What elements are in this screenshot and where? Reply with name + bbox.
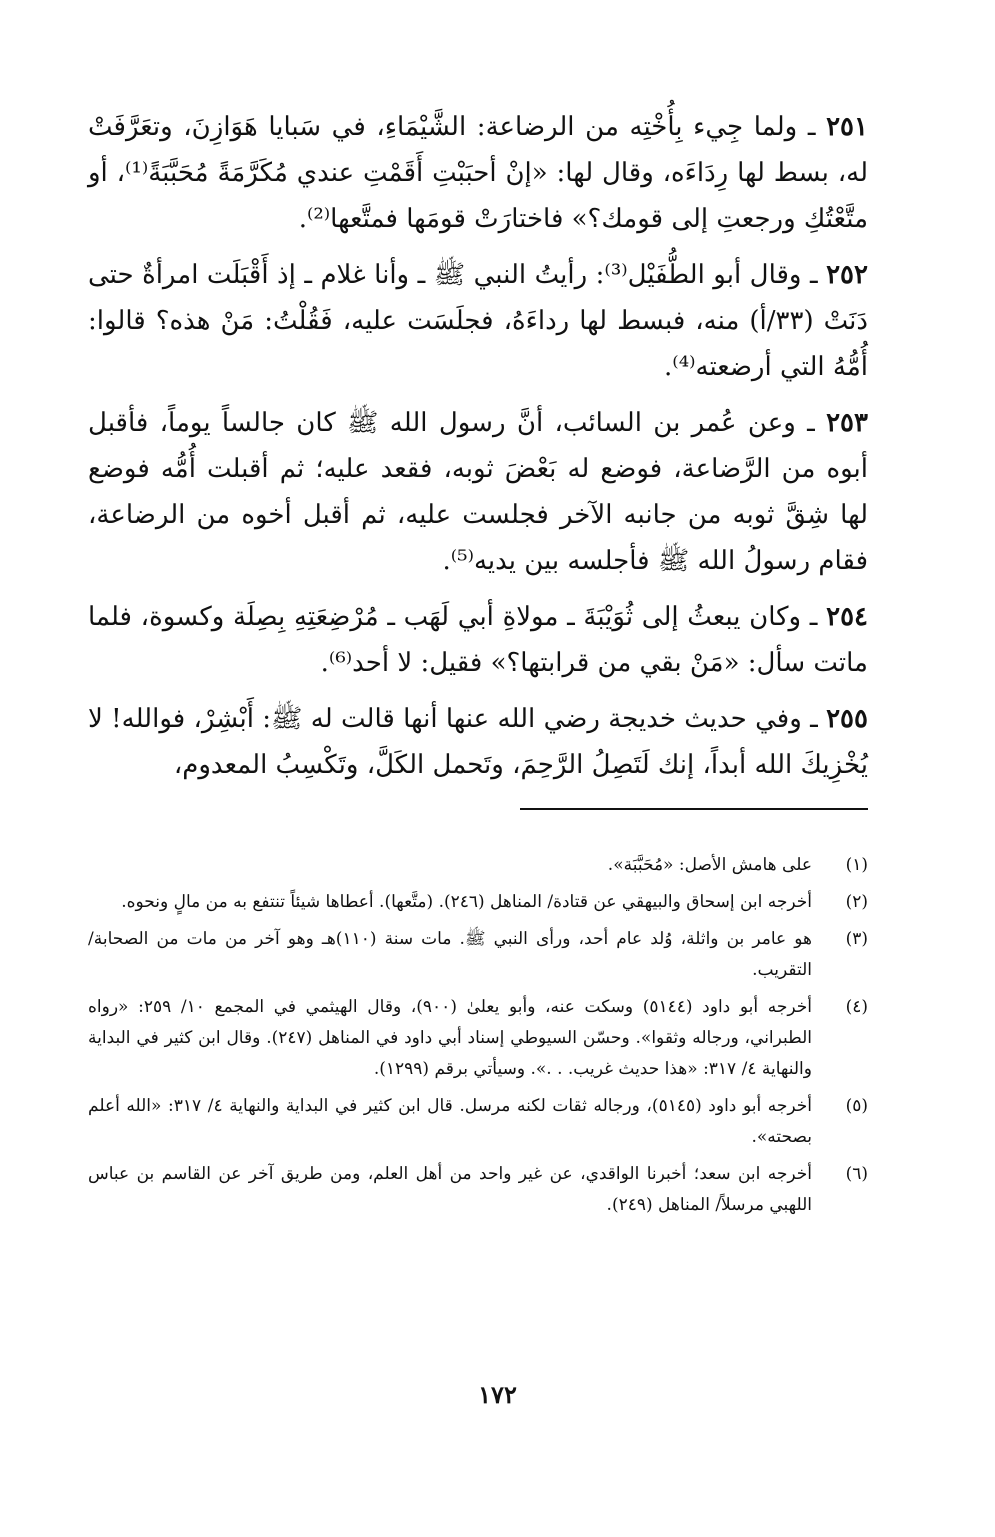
paragraph-text: ـ وقال أبو الطُّفَيْل⁽³⁾: رأيتُ النبي ﷺ ـ وأنا غلام ـ إذ أَقْبَلَت امرأةٌ حتى دَنَتْ (٣٣/أ) منه، فبسط لها رداءَهُ، فجلَسَت عليه، فَقُلْتُ: مَنْ هذه؟ قالوا: أُمُّهُ التي أرضعته⁽⁴⁾. bbox=[88, 260, 868, 382]
main-text bbox=[88, 104, 868, 798]
footnote-text: أخرجه أبو داود (٥١٤٤) وسكت عنه، وأبو يعلىٰ (٩٠٠)، وقال الهيثمي في المجمع ١٠/ ٢٥٩: «رواه الطبراني، ورجاله وثقوا». وحسّن السيوطي إسناد أبي داود في المناهل (٢٤٧). وقال ابن كثير في البداية والنهاية ٤/ ٣١٧: «هذا حديث غريب. . .». وسيأتي برقم (١٢٩٩). bbox=[88, 997, 813, 1079]
footnote-6 bbox=[88, 1159, 868, 1221]
footnote-2 bbox=[88, 887, 868, 918]
paragraph-251 bbox=[88, 104, 868, 242]
footnote-1 bbox=[88, 850, 868, 881]
paragraph-number: ٢٥٢ bbox=[826, 260, 868, 290]
paragraph-text: ـ وفي حديث خديجة رضي الله عنها أنها قالت له ﷺ: أَبْشِرْ، فوالله! لا يُخْزِيكَ الله أبداً، إنك لَتَصِلُ الرَّحِمَ، وتَحمل الكَلَّ، وتَكْسِبُ المعدوم، bbox=[88, 704, 868, 780]
footnote-text: أخرجه أبو داود (٥١٤٥)، ورجاله ثقات لكنه مرسل. قال ابن كثير في البداية والنهاية ٤/ ٣١٧: «الله أعلم بصحته». bbox=[88, 1096, 813, 1147]
footnote-text: هو عامر بن واثلة، وُلد عام أحد، ورأى النبي ﷺ. مات سنة (١١٠)هـ وهو آخر من مات من الصحابة/ التقريب. bbox=[88, 929, 812, 980]
paragraph-number: ٢٥٣ bbox=[826, 408, 868, 438]
footnote-number: (٣) bbox=[845, 929, 868, 949]
paragraph-number: ٢٥٥ bbox=[826, 704, 868, 734]
footnote-number: (٦) bbox=[845, 1164, 868, 1184]
footnote-number: (٢) bbox=[845, 892, 868, 912]
paragraph-252 bbox=[88, 252, 868, 390]
footnote-text: أخرجه ابن إسحاق والبيهقي عن قتادة/ المناهل (٢٤٦). (متَّعها). أعطاها شيئاً تنتفع به من مالٍ ونحوه. bbox=[121, 892, 812, 912]
footnote-4 bbox=[88, 992, 868, 1085]
footnote-text: أخرجه ابن سعد؛ أخبرنا الواقدي، عن غير واحد من أهل العلم، ومن طريق آخر عن القاسم بن عباس اللهبي مرسلاً/ المناهل (٢٤٩). bbox=[88, 1164, 812, 1215]
paragraph-253 bbox=[88, 400, 868, 584]
footnote-number: (٤) bbox=[845, 997, 868, 1017]
footnotes bbox=[88, 850, 868, 1227]
paragraph-text: ـ وعن عُمر بن السائب، أنَّ رسول الله ﷺ كان جالساً يوماً، فأقبل أبوه من الرَّضاعة، فوضع له بَعْضَ ثوبه، فقعد عليه؛ ثم أقبلت أُمُّه فوضع لها شِقَّ ثوبه من جانبه الآخر فجلست عليه، ثم أقبل أخوه من الرضاعة، فقام رسولُ الله ﷺ فأجلسه بين يديه⁽⁵⁾. bbox=[88, 408, 868, 576]
page-number: ١٧٢ bbox=[478, 1380, 517, 1409]
paragraph-255 bbox=[88, 696, 868, 788]
paragraph-number: ٢٥٤ bbox=[826, 602, 869, 632]
footnote-number: (١) bbox=[845, 855, 868, 875]
paragraph-text: ـ ولما جِيء بِأُخْتِه من الرضاعة: الشَّيْمَاءِ، في سَبايا هَوَازِنَ، وتعَرَّفَتْ له، بسط لها رِدَاءَه، وقال لها: «إنْ أحبَبْتِ أَقَمْتِ عندي مُكَرَّمَةً مُحَبَّبَةً⁽¹⁾، أو متَّعْتُكِ ورجعتِ إلى قومك؟» فاختارَتْ قومَها فمتَّعها⁽²⁾. bbox=[88, 112, 868, 234]
footnote-3 bbox=[88, 924, 868, 986]
footnote-divider bbox=[520, 808, 868, 810]
footnote-number: (٥) bbox=[845, 1096, 868, 1116]
footnote-text: على هامش الأصل: «مُحَبَّبَة». bbox=[607, 855, 812, 875]
paragraph-number: ٢٥١ bbox=[826, 112, 868, 142]
paragraph-text: ـ وكان يبعثُ إلى ثُوَيْبَةَ ـ مولاةِ أبي لَهَب ـ مُرْضِعَتِهِ بِصِلَة وكسوة، فلما ماتت سأل: «مَنْ بقي من قرابتها؟» فقيل: لا أحد⁽⁶⁾. bbox=[88, 602, 868, 678]
paragraph-254 bbox=[88, 594, 868, 686]
footnote-5 bbox=[88, 1091, 868, 1153]
